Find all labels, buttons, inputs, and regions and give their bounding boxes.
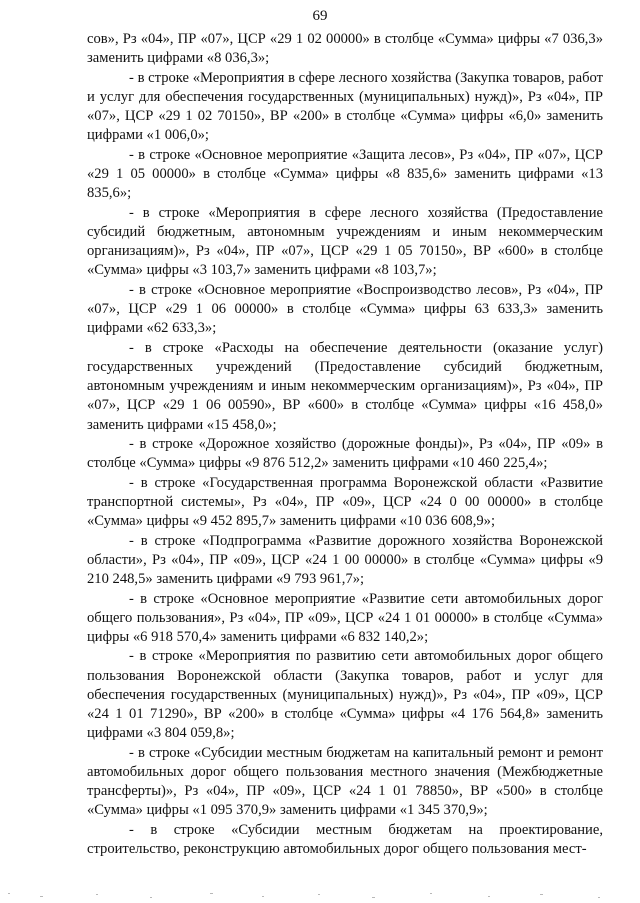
paragraph: сов», Рз «04», ПР «07», ЦСР «29 1 02 00000» в столбце «Сумма» цифры «7 036,3» заменить цифрами «8 036,3»; (87, 31, 603, 67)
paragraph: - в строке «Мероприятия в сфере лесного хозяйства (Предоставление субсидий бюджетным, автономным учреждениям и иным некоммерческим организациям)», Рз «04», ПР «07», ЦСР «29 1 05 70150», ВР «600» в столбце «Сумма» цифры «3 103,7» заменить цифрами «8 103,7»; (87, 204, 603, 279)
page-number: 69 (312, 8, 328, 24)
paragraph: - в строке «Мероприятия в сфере лесного хозяйства (Закупка товаров, работ и услуг для обеспечения государственных (муниципальных) нужд)», Рз «04», ПР «07», ЦСР «29 1 02 70150», ВР «200» в столбце «Сумма» цифры «6,0» заменить цифрами «1 006,0»; (87, 69, 603, 144)
paragraph: - в строке «Государственная программа Воронежской области «Развитие транспортной системы», Рз «04», ПР «09», ЦСР «24 0 00 00000» в столбце «Сумма» цифры «9 452 895,7» заменить цифрами «10 036 608,9»; (87, 474, 603, 530)
paragraph: - в строке «Расходы на обеспечение деятельности (оказание услуг) государственных учреждений (Предоставление субсидий бюджетным, автономным учреждениям и иным некоммерческим организациям)», Рз «04», ПР «07», ЦСР «29 1 06 00590», ВР «600» в столбце «Сумма» цифры «16 458,0» заменить цифрами «15 458,0»; (87, 339, 603, 433)
paragraph: - в строке «Субсидии местным бюджетам на проектирование, строительство, реконструкцию автомобильных дорог общего пользования мест- (87, 821, 603, 858)
paragraph: - в строке «Субсидии местным бюджетам на капитальный ремонт и ремонт автомобильных дорог общего пользования местного значения (Межбюджетные трансферты)», Рз «04», ПР «09», ЦСР «24 1 01 78850», ВР «500» в столбце «Сумма» цифры «1 095 370,9» заменить цифрами «1 345 370,9»; (87, 744, 603, 819)
scan-noise (0, 863, 640, 903)
paragraph: - в строке «Основное мероприятие «Воспроизводство лесов», Рз «04», ПР «07», ЦСР «29 1 06 00000» в столбце «Сумма» цифры 63 633,3» заменить цифрами «62 633,3»; (87, 281, 603, 337)
paragraph: - в строке «Дорожное хозяйство (дорожные фонды)», Рз «04», ПР «09» в столбце «Сумма» цифры «9 876 512,2» заменить цифрами «10 460 225,4»; (87, 436, 603, 472)
paragraph: - в строке «Основное мероприятие «Развитие сети автомобильных дорог общего пользования», Рз «04», ПР «09», ЦСР «24 1 01 00000» в столбце «Сумма» цифры «6 918 570,4» заменить цифрами «6 832 140,2»; (87, 590, 603, 645)
paragraph: - в строке «Мероприятия по развитию сети автомобильных дорог общего пользования Воронежской области (Закупка товаров, работ и услуг для обеспечения государственных (муниципальных) нужд)», Рз «04», ПР «09», ЦСР «24 1 01 71290», ВР «200» в столбце «Сумма» цифры «4 176 564,8» заменить цифрами «3 804 059,8»; (87, 648, 603, 742)
paragraph: - в строке «Подпрограмма «Развитие дорожного хозяйства Воронежской области», Рз «04», ПР «09», ЦСР «24 1 00 00000» в столбце «Сумма» цифры «9 210 248,5» заменить цифрами «9 793 961,7»; (87, 532, 603, 588)
document-body (87, 30, 603, 860)
paragraph: - в строке «Основное мероприятие «Защита лесов», Рз «04», ПР «07», ЦСР «29 1 05 00000» в столбце «Сумма» цифры «8 835,6» заменить цифрами «13 835,6»; (87, 146, 603, 202)
